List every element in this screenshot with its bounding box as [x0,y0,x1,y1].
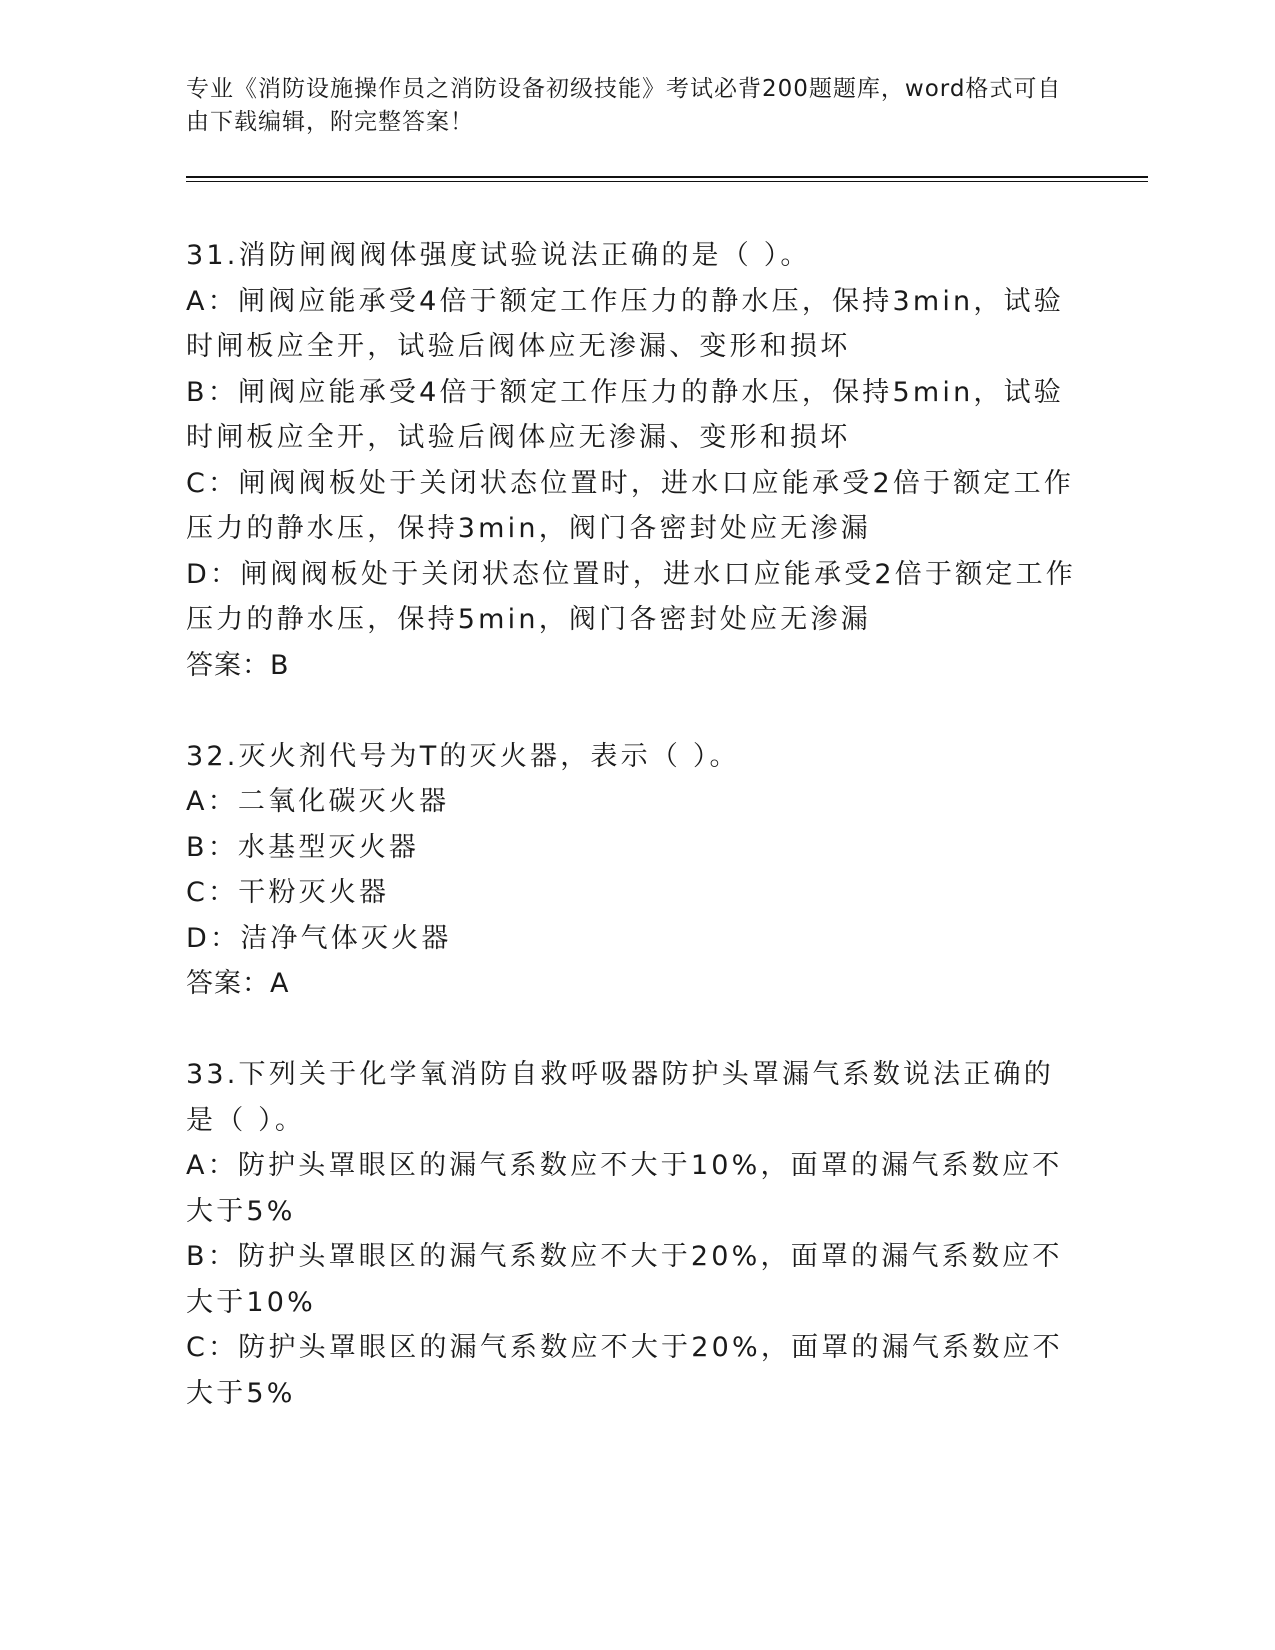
question-31 [186,233,1076,688]
option-d: D：洁净气体灭火器 [186,922,452,954]
option-c: C：闸阀阀板处于关闭状态位置时，进水口应能承受2倍于额定工作压力的静水压，保持3min，阀门各密封处应无渗漏 [186,467,1075,544]
question-32 [186,734,1076,1007]
option-a: A：二氧化碳灭火器 [186,786,450,817]
option-d: D：闸阀阀板处于关闭状态位置时，进水口应能承受2倍于额定工作压力的静水压，保持5min，阀门各密封处应无渗漏 [186,558,1076,635]
answer-line: 答案：A [186,968,290,999]
option-b: B：闸阀应能承受4倍于额定工作压力的静水压，保持5min，试验时闸板应全开，试验后阀体应无渗漏、变形和损坏 [186,376,1064,453]
option-a: A：防护头罩眼区的漏气系数应不大于10%，面罩的漏气系数应不大于5% [186,1150,1063,1227]
option-c: C：防护头罩眼区的漏气系数应不大于20%，面罩的漏气系数应不大于5% [186,1332,1063,1409]
question-list [186,233,1076,1462]
question-stem: 31.消防闸阀阀体强度试验说法正确的是（ ）。 [186,240,811,271]
option-b: B：水基型灭火器 [186,831,420,863]
question-33 [186,1052,1076,1416]
option-a: A：闸阀应能承受4倍于额定工作压力的静水压，保持3min，试验时闸板应全开，试验后阀体应无渗漏、变形和损坏 [186,285,1064,362]
document-header: 专业《消防设施操作员之消防设备初级技能》考试必背200题题库，word格式可自由下载编辑，附完整答案！ [186,76,1062,135]
option-c: C：干粉灭火器 [186,877,390,908]
question-stem: 32.灭火剂代号为T的灭火器，表示（ ）。 [186,740,740,772]
header-divider [186,176,1148,182]
option-b: B：防护头罩眼区的漏气系数应不大于20%，面罩的漏气系数应不大于10% [186,1241,1063,1318]
answer-line: 答案：B [186,649,290,681]
question-stem: 33.下列关于化学氧消防自救呼吸器防护头罩漏气系数说法正确的是（ ）。 [186,1059,1054,1136]
